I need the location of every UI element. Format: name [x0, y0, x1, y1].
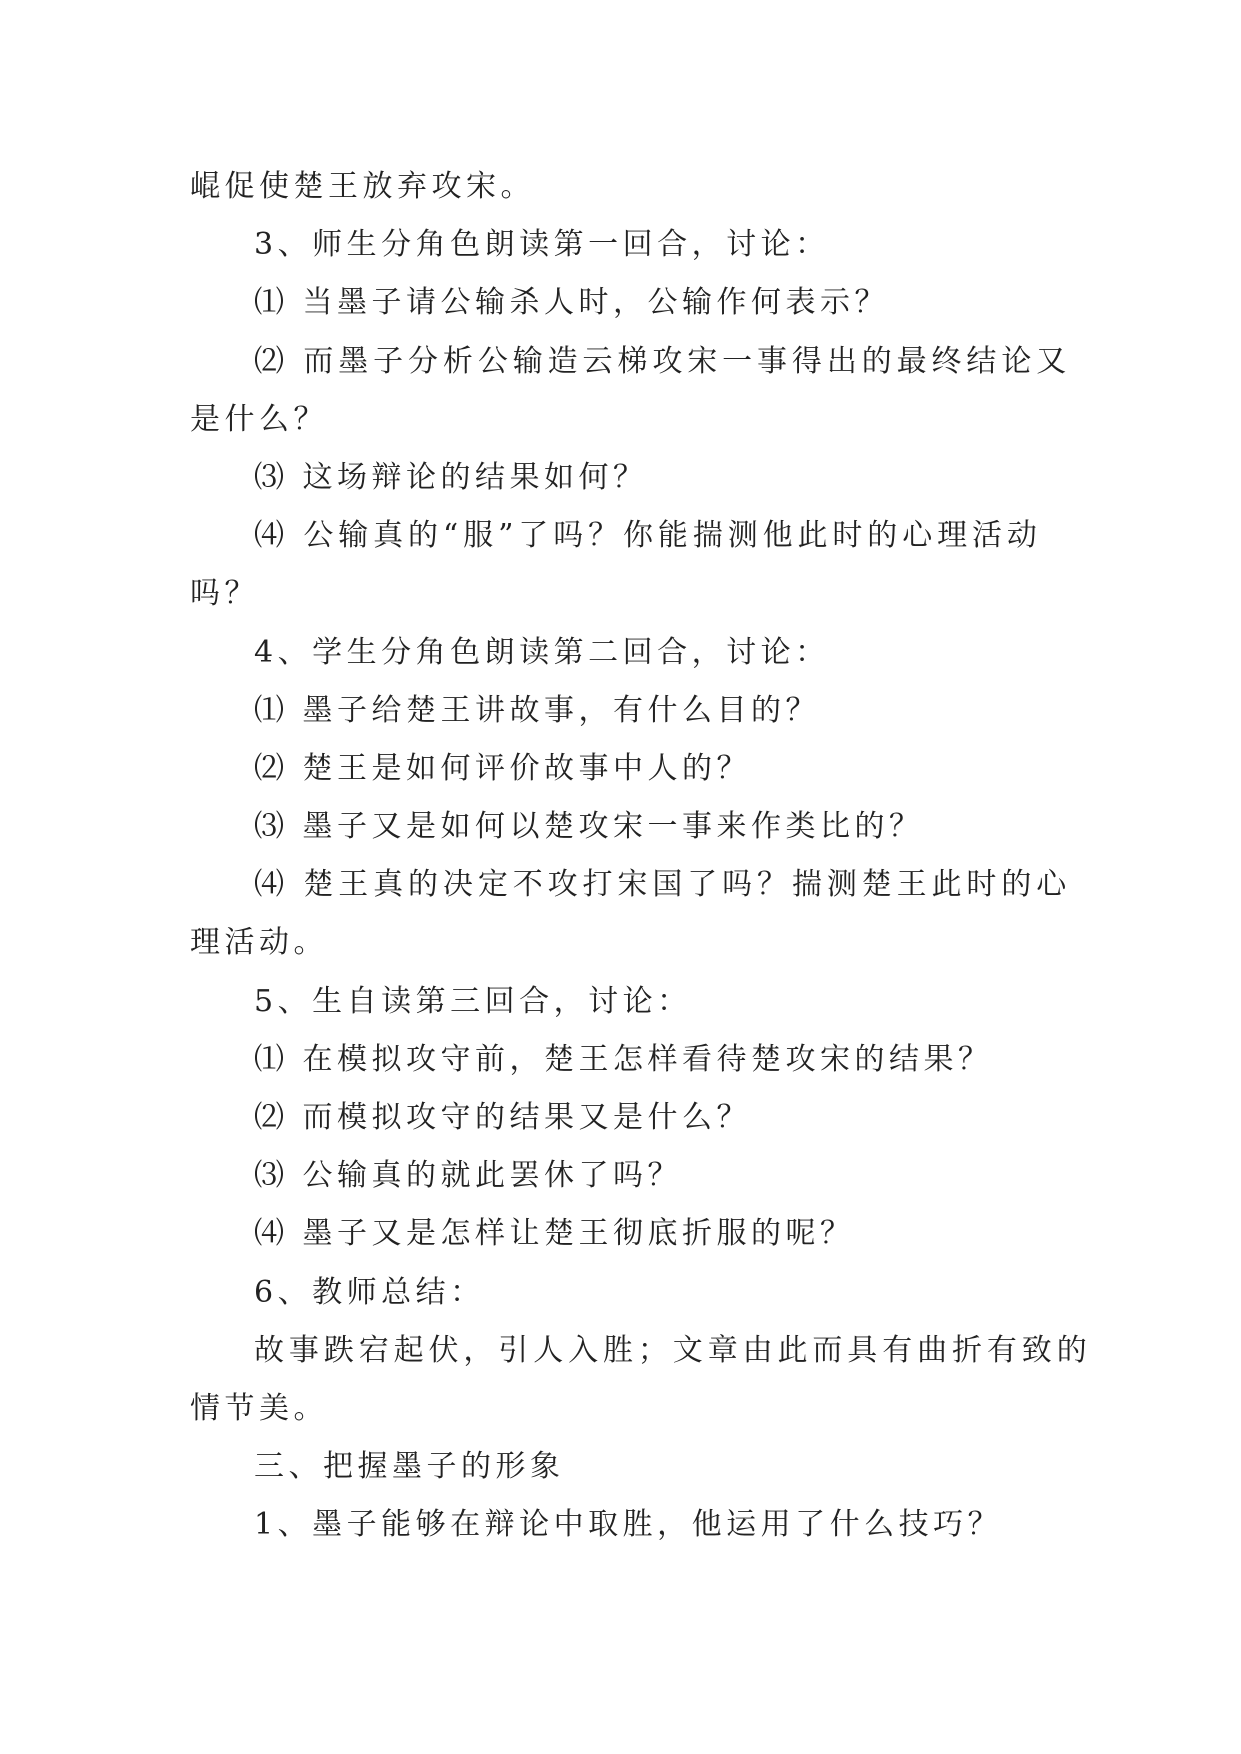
question-item: ⑷ 公输真的“服”了吗？你能揣测他此时的心理活动 [254, 518, 1042, 554]
section-heading: 三、把握墨子的形象 [254, 1449, 565, 1485]
question-item: ⑵ 而模拟攻守的结果又是什么？ [254, 1100, 752, 1135]
section-heading: 5、生自读第三回合，讨论： [254, 983, 692, 1019]
text-line: 理活动。 [190, 925, 328, 961]
question-item: ⑷ 楚王真的决定不攻打宋国了吗？揣测楚王此时的心 [254, 867, 1072, 903]
question-item: ⑴ 当墨子请公输杀人时，公输作何表示？ [254, 285, 890, 321]
text-line: 崐促使楚王放弃攻宋。 [190, 169, 535, 204]
text-line: 是什么？ [190, 401, 328, 437]
question-item: ⑵ 楚王是如何评价故事中人的？ [254, 750, 752, 786]
question-item: ⑴ 墨子给楚王讲故事，有什么目的？ [254, 692, 821, 728]
text-line: 吗？ [190, 576, 259, 612]
question-item: ⑶ 这场辩论的结果如何？ [254, 459, 648, 495]
document-body [190, 158, 1092, 1555]
section-heading: 4、学生分角色朗读第二回合，讨论： [254, 634, 830, 670]
question-item: ⑷ 墨子又是怎样让楚王彻底折服的呢？ [254, 1216, 855, 1252]
paragraph-line: 故事跌宕起伏，引人入胜；文章由此而具有曲折有致的 [254, 1332, 1092, 1368]
question-item: ⑶ 墨子又是如何以楚攻宋一事来作类比的？ [254, 809, 924, 845]
question-item: ⑵ 而墨子分析公输造云梯攻宋一事得出的最终结论又 [254, 343, 1072, 379]
question-item: ⑴ 在模拟攻守前，楚王怎样看待楚攻宋的结果？ [254, 1041, 993, 1077]
question-item: ⑶ 公输真的就此罢休了吗？ [254, 1158, 683, 1194]
section-heading: 6、教师总结： [254, 1274, 485, 1310]
section-heading: 3、师生分角色朗读第一回合，讨论： [254, 227, 830, 263]
question-item: 1、墨子能够在辩论中取胜，他运用了什么技巧？ [254, 1507, 1003, 1543]
text-line: 情节美。 [190, 1390, 328, 1426]
